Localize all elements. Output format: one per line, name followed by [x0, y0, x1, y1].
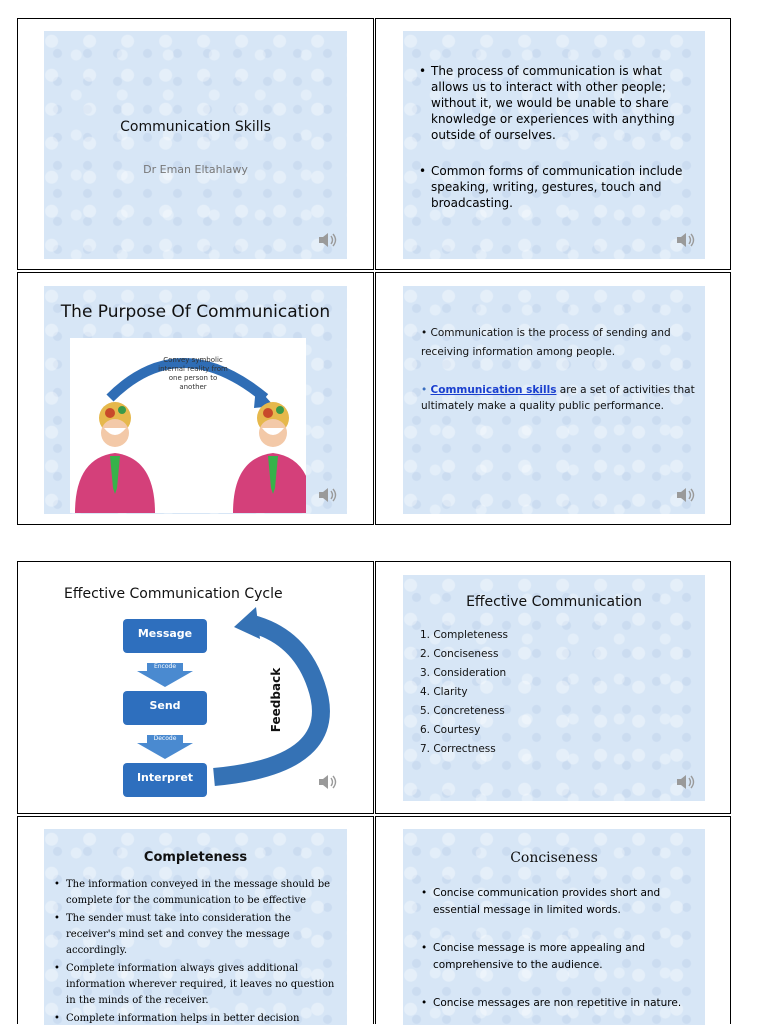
list-item: • Concise messages are non repetitive in nature. — [421, 995, 701, 1012]
list-item: 4. Clarity — [420, 686, 468, 698]
list-item: 3. Consideration — [420, 667, 507, 679]
list-item: • Common forms of communication include speaking, writing, gestures, touch and broadcasting. — [419, 163, 693, 211]
list-item: • The process of communication is what allows us to interact with other people; without it, we would be unable to share knowledge or experiences with anything outside of ourselves. — [419, 63, 693, 143]
list-item: • Concise message is more appealing and comprehensive to the audience. — [421, 940, 701, 974]
slide-1 — [44, 31, 347, 259]
list-item: 1. Completeness — [420, 629, 509, 641]
feedback-label: Feedback — [269, 667, 283, 733]
speaker-icon[interactable] — [317, 231, 339, 249]
list-item: • The sender must take into consideration the receiver's mind set and convey the message accordingly. — [54, 911, 342, 959]
speaker-icon[interactable] — [317, 773, 339, 791]
slide-6 — [403, 575, 705, 801]
slide-cell-8 — [375, 816, 731, 1024]
purpose-caption: Convey symbolic internal reality from one person to another — [158, 356, 228, 391]
slide-8-bullets — [421, 885, 701, 1012]
slide-7-bullets — [54, 877, 342, 1025]
list-item: 7. Correctness — [420, 743, 496, 755]
communication-skills-link[interactable]: Communication skills — [430, 384, 557, 396]
list-item: • The information conveyed in the message should be complete for the communication to be effective — [54, 877, 342, 909]
list-item: • Complete information helps in better decision — [54, 1011, 342, 1025]
slide-cell-2 — [375, 18, 731, 270]
speaker-icon[interactable] — [317, 486, 339, 504]
slide-cell-3 — [17, 272, 374, 525]
effective-communication-list — [420, 626, 508, 759]
slide-4-bullet-2: • Communication skills are a set of activities that ultimately make a quality public performance. — [421, 384, 695, 412]
slide-4 — [403, 286, 705, 514]
slide-8-title: Conciseness — [510, 850, 598, 866]
slide-2-bullets — [419, 63, 693, 211]
slide-8 — [403, 829, 705, 1025]
slide-1-subtitle: Dr Eman Eltahlawy — [143, 163, 248, 176]
slide-cell-7 — [17, 816, 374, 1024]
message-box: Message — [137, 627, 193, 640]
slide-3 — [44, 286, 347, 514]
slide-cell-1 — [17, 18, 374, 270]
slide-7-title: Completeness — [143, 850, 248, 865]
list-item: 6. Courtesy — [420, 724, 481, 736]
slide-5-title: Effective Communication Cycle — [64, 586, 283, 602]
slide-4-bullet-1: • Communication is the process of sending and receiving information among people. — [421, 327, 671, 358]
speaker-icon[interactable] — [675, 773, 697, 791]
encode-label: Encode — [153, 663, 177, 670]
send-box: Send — [149, 699, 181, 712]
slide-6-title: Effective Communication — [466, 594, 642, 610]
slide-1-title: Communication Skills — [120, 119, 271, 135]
decode-label: Decode — [153, 735, 177, 742]
list-item: 5. Concreteness — [420, 705, 505, 717]
list-item: • Concise communication provides short and essential message in limited words. — [421, 885, 701, 919]
speaker-icon[interactable] — [675, 486, 697, 504]
slide-cell-5 — [17, 561, 374, 814]
cycle-diagram — [44, 575, 347, 801]
slide-cell-6 — [375, 561, 731, 814]
list-item: 2. Conciseness — [420, 648, 499, 660]
slide-2 — [403, 31, 705, 259]
list-item: • Complete information always gives additional information wherever required, it leaves no question in the minds of the receiver. — [54, 961, 342, 1009]
slide-7 — [44, 829, 347, 1025]
speaker-icon[interactable] — [675, 231, 697, 249]
slide-cell-4 — [375, 272, 731, 525]
interpret-box: Interpret — [136, 771, 194, 784]
slide-3-title: The Purpose Of Communication — [60, 302, 331, 322]
slide-5 — [44, 575, 347, 801]
